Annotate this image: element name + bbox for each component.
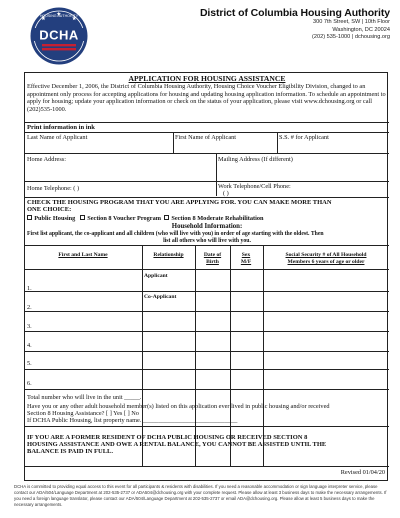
form-title: APPLICATION FOR HOUSING ASSISTANCE [128, 74, 286, 83]
col-header-sex-2: M/F [240, 259, 252, 265]
prior-assistance-yes-no[interactable]: Section 8 Housing Assistance? [ ] Yes [ ] No [27, 410, 139, 417]
accessibility-footer: DCHA is committed to providing equal access to this event for all participants & residents with disabilities. If you need a reasonable accommodation or sign language interpreter service, please contact our ADA/504/Language Department at 202-535-2737 or ADA504@dchousing.org with your complete request. Please allow at least 3 business days to make the necessary arrangements. If you need a foreign language translator, please contact our ADA/504/Language Department at 202-535-2737 or email ADA@dchousing.org. Please allow at least 5 business days to make the necessary arrangements. [14, 484, 387, 507]
col-header-dob-1: Date of [203, 252, 222, 258]
svg-text:HOUSING AUTHORITY: HOUSING AUTHORITY [39, 14, 79, 18]
property-name-line[interactable]: If DCHA Public Housing, list property name. ______________________________ [27, 417, 238, 424]
letterhead [0, 0, 400, 70]
org-contact-block [200, 7, 390, 42]
row-1-relationship: Applicant [144, 273, 168, 279]
warning-line-1: IF YOU ARE A FORMER RESIDENT OF DCHA PUBLIC HOUSING OR RECEIVED SECTION 8 [27, 434, 308, 441]
last-name-label: Last Name of Applicant [27, 134, 88, 141]
row-6-number: 6. [27, 380, 32, 387]
section8-voucher-label: Section 8 Voucher Program [87, 215, 161, 222]
org-contact: (202) 535-1000 | dchousing.org [312, 34, 390, 41]
mailing-address-label: Mailing Address (If different) [218, 156, 293, 163]
work-phone-paren: ( ) [223, 190, 229, 197]
section8-modrehab-label: Section 8 Moderate Rehabilitation [171, 215, 264, 222]
household-title: Household Information: [171, 223, 243, 230]
program-instruction-1: CHECK THE HOUSING PROGRAM THAT YOU ARE APPLYING FOR. YOU CAN MAKE MORE THAN [27, 199, 332, 206]
row-4-number: 4. [27, 342, 32, 349]
household-note-2: list all others who will live with you. [163, 238, 251, 244]
public-housing-checkbox[interactable] [27, 215, 32, 220]
ssn-label: S.S. # for Applicant [279, 134, 329, 141]
application-form [24, 72, 388, 481]
row-2-number: 2. [27, 304, 32, 311]
form-intro: Effective December 1, 2006, the District of Columbia Housing Authority, Housing Choice Voucher Eligibility Division, changed to an appointment only process for accepting applications for housing and updating housing application information. To schedule an appointment to apply for housing; update your application information or check on the status of your application, please visit www.dchousing.org or call (202)535-1000. [27, 83, 386, 113]
public-housing-label: Public Housing [34, 215, 76, 222]
household-note-1: First list applicant, the co-applicant and all children (who will live with you) in order of age starting with the oldest. Then [27, 231, 324, 237]
work-phone-label: Work Telephone/Cell Phone: [218, 183, 291, 190]
col-header-dob-2: Birth [206, 259, 219, 265]
col-header-name: First and Last Name [58, 252, 108, 258]
org-name: District of Columbia Housing Authority [199, 7, 390, 19]
prior-assistance-question: Have you or any other adult household member(s) listed on this application ever lived in public housing and/or received [27, 403, 330, 410]
program-options [27, 215, 264, 222]
col-header-ssn-1: Social Security # of All Household [285, 252, 367, 258]
home-address-label: Home Address: [27, 156, 67, 163]
total-household-line: Total number who will live in the unit _____. [27, 394, 142, 401]
print-in-ink-label: Print information in ink [27, 124, 95, 131]
org-address-1: 300 7th Street, SW | 10th Floor [312, 19, 390, 25]
section8-voucher-checkbox[interactable] [80, 215, 85, 220]
section8-modrehab-checkbox[interactable] [164, 215, 169, 220]
col-header-relationship: Relationship [153, 252, 184, 258]
warning-line-3: BALANCE IS PAID IN FULL. [27, 448, 114, 455]
first-name-label: First Name of Applicant [175, 134, 237, 141]
svg-text:DCHA: DCHA [39, 27, 79, 43]
org-address-2: Washington, DC 20024 [332, 26, 390, 33]
program-instruction-2: ONE CHOICE: [27, 206, 72, 213]
row-2-relationship: Co-Applicant [144, 294, 177, 300]
warning-line-2: HOUSING ASSISTANCE AND OWE A RENTAL BALANCE, YOU CANNOT BE ASSISTED UNTIL THE [27, 441, 327, 448]
row-1-number: 1. [27, 285, 32, 292]
row-5-number: 5. [27, 360, 32, 367]
col-header-sex-1: Sex [241, 252, 251, 258]
col-header-ssn-2: Members 6 years of age or older [287, 259, 365, 265]
dcha-logo [28, 6, 90, 66]
row-3-number: 3. [27, 323, 32, 330]
home-phone-label: Home Telephone: ( ) [27, 185, 80, 192]
revision-date: Revised 01/04/20 [340, 469, 385, 476]
